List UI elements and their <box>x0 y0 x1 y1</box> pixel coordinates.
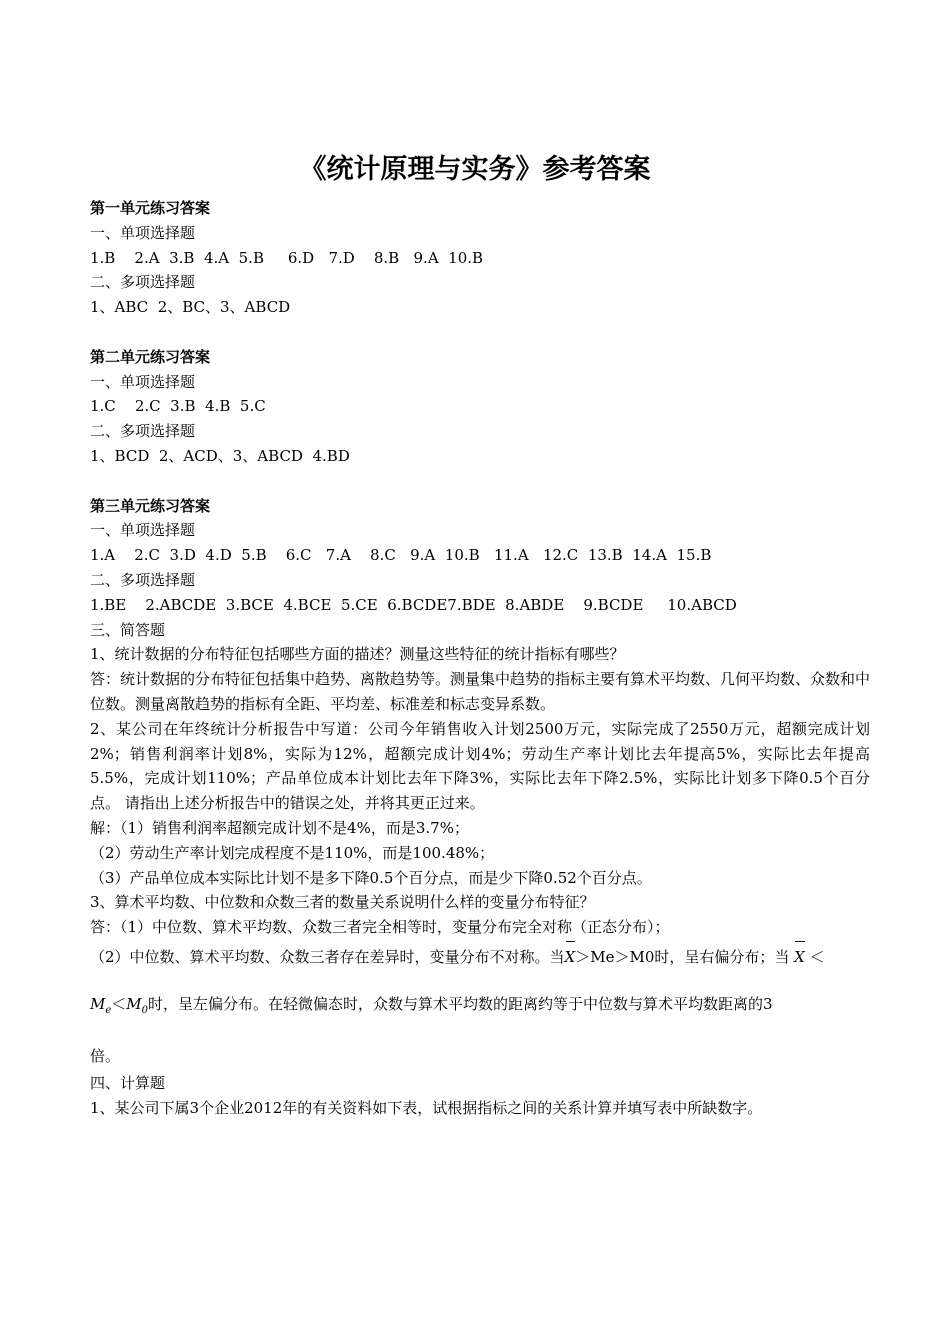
document-body <box>90 196 870 1121</box>
page-title: 《统计原理与实务》参考答案 <box>299 154 651 185</box>
answer-3-part-2 <box>90 940 870 974</box>
unit1-multi-title: 二、多项选择题 <box>90 273 196 292</box>
answer-3-part-2-mid: ＞Me＞M0时，呈右偏分布；当 <box>575 947 790 966</box>
mean-symbol: X <box>794 940 805 974</box>
answer-2-part-1: 解：（1）销售利润率超额完成计划不是4%，而是3.7%； <box>90 818 469 837</box>
unit3-single-title: 一、单项选择题 <box>90 521 196 540</box>
spacer <box>90 469 870 494</box>
question-1: 1、统计数据的分布特征包括哪些方面的描述？测量这些特征的统计指标有哪些？ <box>90 645 625 664</box>
spacer <box>90 320 870 345</box>
unit2-heading: 第二单元练习答案 <box>90 347 211 366</box>
less-than-sign: ＜ <box>111 994 127 1013</box>
unit1-single-title: 一、单项选择题 <box>90 223 196 242</box>
short-answer-title: 三、简答题 <box>90 620 166 639</box>
answer-3-part-4: 倍。 <box>90 1046 121 1065</box>
unit3-multi-title: 二、多项选择题 <box>90 570 196 589</box>
unit1-heading: 第一单元练习答案 <box>90 199 211 217</box>
unit1-multi-answers: 1、ABC 2、BC、3、ABCD <box>90 298 291 317</box>
answer-3-part-3-text: 时，呈左偏分布。在轻微偏态时，众数与算术平均数的距离约等于中位数与算术平均数距离的3 <box>148 994 773 1013</box>
answer-2-part-3: （3）产品单位成本实际比计划不是多下降0.5个百分点，而是少下降0.52个百分点。 <box>90 868 652 887</box>
unit2-multi-title: 二、多项选择题 <box>90 422 196 441</box>
calculation-question-1: 1、某公司下属3个企业2012年的有关资料如下表，试根据指标之间的关系计算并填写表中所缺数字。 <box>90 1098 763 1117</box>
unit3-heading: 第三单元练习答案 <box>90 496 211 515</box>
unit3-single-answers: 1.A 2.C 3.D 4.D 5.B 6.C 7.A 8.C 9.A 10.B 11.A 12.C 13.B 14.A 15.B <box>90 546 712 565</box>
calculation-title: 四、计算题 <box>90 1073 166 1092</box>
answer-3-part-3 <box>90 974 870 1041</box>
question-3: 3、算术平均数、中位数和众数三者的数量关系说明什么样的变量分布特征？ <box>90 893 595 912</box>
mode-symbol: $M_0$ <box>126 994 149 1016</box>
unit1-single-answers: 1.B 2.A 3.B 4.A 5.B 6.D 7.D 8.B 9.A 10.B <box>90 248 484 267</box>
unit2-multi-answers: 1、BCD 2、ACD、3、ABCD 4.BD <box>90 446 350 465</box>
answer-1: 答：统计数据的分布特征包括集中趋势、离散趋势等。测量集中趋势的指标主要有算术平均数、几何平均数、众数和中位数。测量离散趋势的指标有全距、平均差、标准差和标志变异系数。 <box>90 670 871 713</box>
less-than-sign: ＜ <box>809 947 825 966</box>
mean-symbol: X <box>565 940 576 974</box>
answer-2-part-2: （2）劳动生产率计划完成程度不是110%，而是100.48%； <box>90 843 495 862</box>
unit2-single-answers: 1.C 2.C 3.B 4.B 5.C <box>90 397 266 416</box>
question-2: 2、某公司在年终统计分析报告中写道：公司今年销售收入计划2500万元，实际完成了2550万元，超额完成计划2%；销售利润率计划8%，实际为12%，超额完成计划4%；劳动生产率计划比去年提高5%，实际比去年提高5.5%，完成计划110%；产品单位成本计划比去年下降3%，实际比去年下降2.5%，实际比计划多下降0.5个百分点。 请指出上述分析报告中的错误之处，并将其更正过来。 <box>90 719 870 813</box>
median-symbol: $M_e$ <box>90 994 112 1016</box>
answer-3-part-2-text: （2）中位数、算术平均数、众数三者存在差异时，变量分布不对称。当 <box>90 947 565 966</box>
unit2-single-title: 一、单项选择题 <box>90 372 196 391</box>
answer-3-part-1: 答：（1）中位数、算术平均数、众数三者完全相等时，变量分布完全对称（正态分布）； <box>90 918 670 937</box>
unit3-multi-answers: 1.BE 2.ABCDE 3.BCE 4.BCE 5.CE 6.BCDE7.BDE 8.ABDE 9.BCDE 10.ABCD <box>90 595 737 614</box>
